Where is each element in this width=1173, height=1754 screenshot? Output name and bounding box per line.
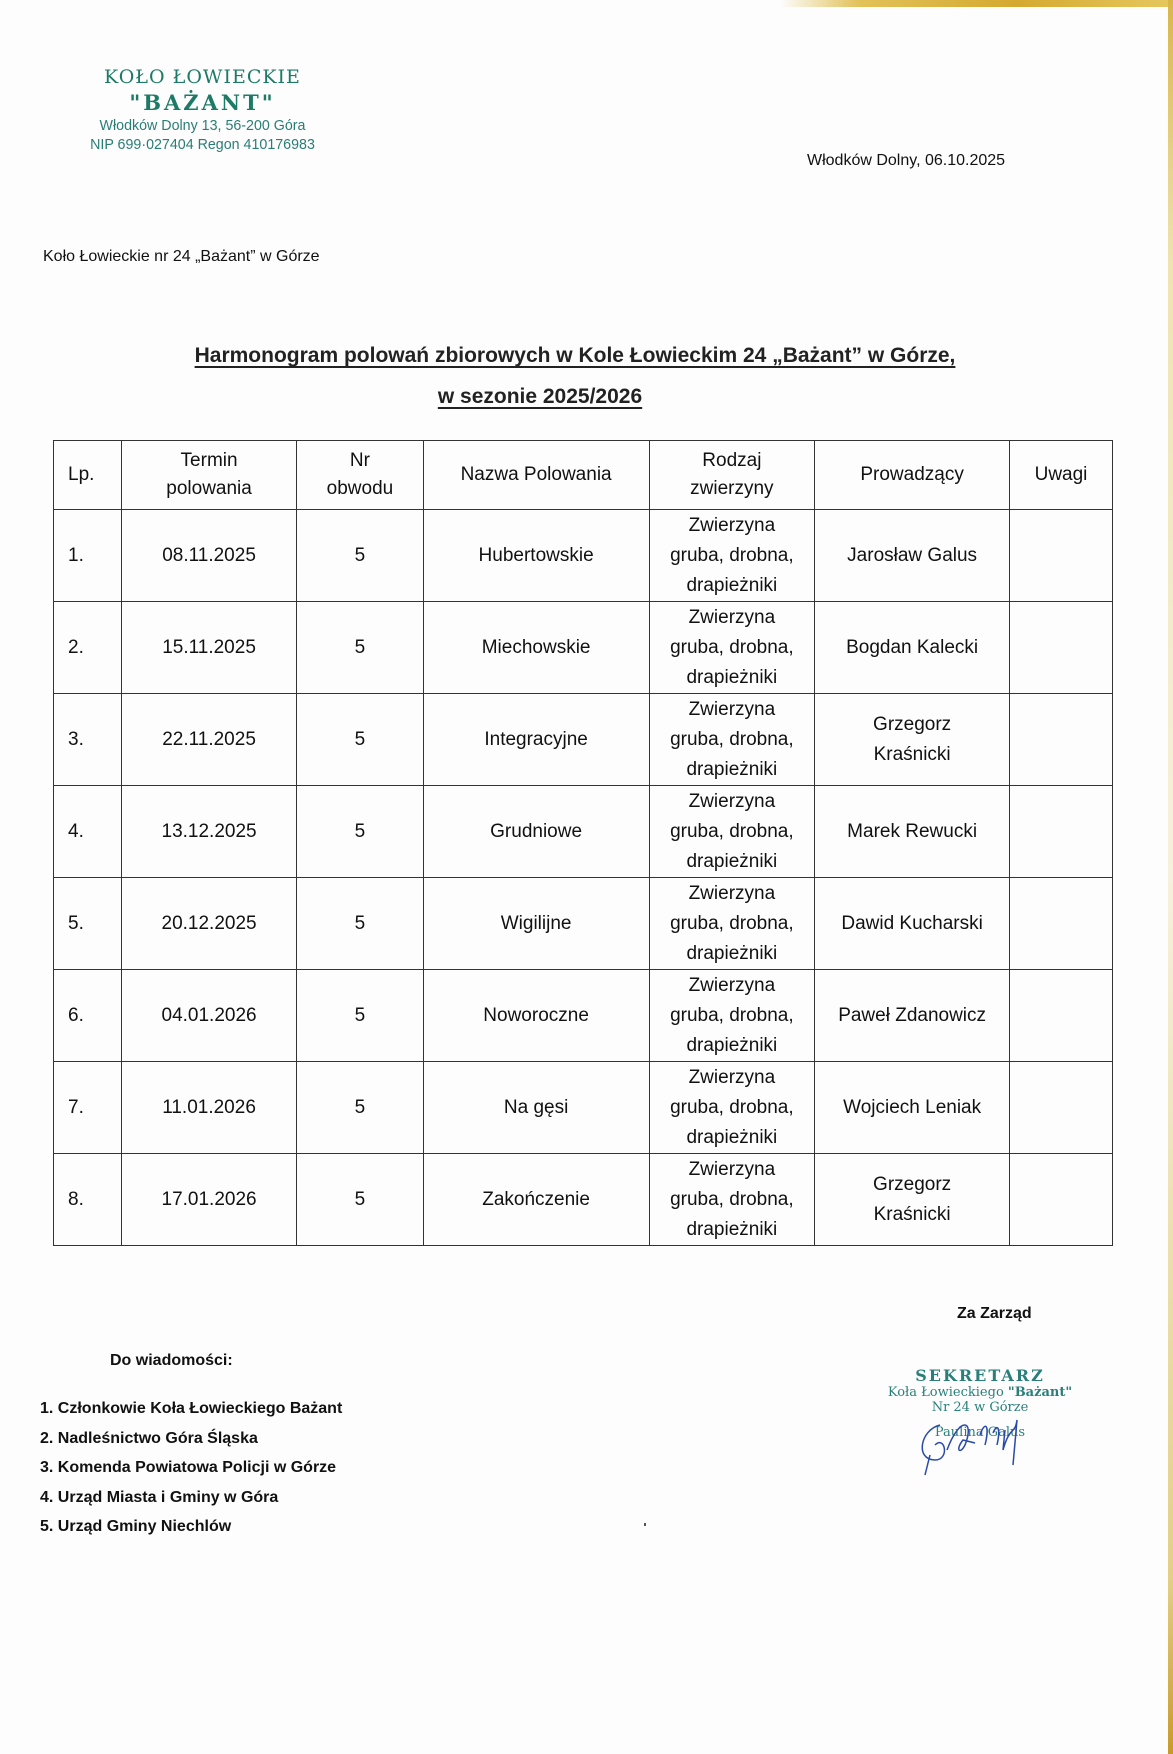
cell-lp: 5.: [54, 878, 122, 970]
cell-hunt-name: Integracyjne: [423, 694, 649, 786]
cell-game-type: [649, 694, 815, 786]
cell-date: 11.01.2026: [121, 1062, 296, 1154]
leader-line: Bogdan Kalecki: [846, 636, 979, 658]
header-term-line1: Termin: [180, 450, 238, 471]
cell-leader: [815, 602, 1010, 694]
cell-date: 20.12.2025: [121, 878, 296, 970]
handwritten-signature: [905, 1405, 1055, 1480]
distribution-heading: Do wiadomości:: [110, 1352, 233, 1369]
title-text-1: Harmonogram polowań zbiorowych w Kole Łowieckim 24 „Bażant” w Górze,: [194, 344, 956, 367]
secretary-club-number: Nr 24 w Górze: [931, 1400, 1029, 1415]
cell-lp: 4.: [54, 786, 122, 878]
distribution-item: 3. Komenda Powiatowa Policji w Górze: [40, 1459, 337, 1476]
cell-lp: 3.: [54, 694, 122, 786]
kind-line: drapieżniki: [686, 850, 778, 872]
cell-hunt-name: Wigilijne: [423, 878, 649, 970]
kind-line: gruba, drobna,: [670, 544, 794, 566]
stamp-club-name: "BAŻANT": [129, 90, 276, 115]
distribution-item: 5. Urząd Gminy Niechlów: [40, 1518, 232, 1535]
cell-notes: [1010, 1154, 1113, 1246]
header-game-type: [649, 441, 815, 510]
stamp-line-1: KOŁO ŁOWIECKIE: [104, 66, 301, 88]
kind-line: drapieżniki: [686, 666, 778, 688]
cell-game-type: [649, 878, 815, 970]
kind-line: drapieżniki: [686, 574, 778, 596]
cell-hunt-name: Noworoczne: [423, 970, 649, 1062]
cell-notes: [1010, 602, 1113, 694]
header-lp: Lp.: [54, 441, 122, 510]
cell-leader: [815, 1154, 1010, 1246]
cell-hunt-name: Zakończenie: [423, 1154, 649, 1246]
cell-game-type: [649, 970, 815, 1062]
cell-district-no: 5: [297, 694, 423, 786]
table-row: [54, 510, 1113, 602]
kind-line: gruba, drobna,: [670, 1004, 794, 1026]
cell-leader: [815, 970, 1010, 1062]
title-text-2: w sezonie 2025/2026: [437, 385, 643, 408]
cell-district-no: 5: [297, 786, 423, 878]
cell-notes: [1010, 510, 1113, 602]
header-leader: Prowadzący: [815, 441, 1010, 510]
cell-date: 08.11.2025: [121, 510, 296, 602]
secretary-club-prefix: Koła Łowieckiego: [887, 1385, 1008, 1400]
kind-line: drapieżniki: [686, 758, 778, 780]
header-kind-line2: zwierzyny: [690, 478, 774, 499]
distribution-list: [40, 1400, 342, 1548]
kind-line: Zwierzyna: [688, 1158, 776, 1180]
hunt-schedule-table: [53, 440, 1113, 1246]
kind-line: gruba, drobna,: [670, 636, 794, 658]
header-term-line2: polowania: [166, 478, 252, 499]
header-hunt-name: Nazwa Polowania: [423, 441, 649, 510]
cell-game-type: [649, 1154, 815, 1246]
header-kind-line1: Rodzaj: [702, 450, 762, 471]
leader-line: Dawid Kucharski: [841, 912, 983, 934]
cell-district-no: 5: [297, 1154, 423, 1246]
cell-notes: [1010, 786, 1113, 878]
distribution-item: 1. Członkowie Koła Łowieckiego Bażant: [40, 1400, 343, 1417]
kind-line: drapieżniki: [686, 1034, 778, 1056]
cell-leader: [815, 786, 1010, 878]
cell-date: 17.01.2026: [121, 1154, 296, 1246]
leader-line: Grzegorz: [873, 1173, 952, 1195]
scan-speck: [644, 1523, 646, 1526]
table-row: [54, 1154, 1113, 1246]
leader-line: Wojciech Leniak: [843, 1096, 982, 1118]
cell-hunt-name: Na gęsi: [423, 1062, 649, 1154]
cell-district-no: 5: [297, 878, 423, 970]
kind-line: gruba, drobna,: [670, 1096, 794, 1118]
cell-lp: 7.: [54, 1062, 122, 1154]
cell-notes: [1010, 970, 1113, 1062]
table-header-row: [54, 441, 1113, 510]
document-title-line-1: [30, 344, 1120, 368]
cell-leader: [815, 694, 1010, 786]
distribution-item: 4. Urząd Miasta i Gminy w Góra: [40, 1488, 279, 1506]
cell-hunt-name: Grudniowe: [423, 786, 649, 878]
kind-line: gruba, drobna,: [670, 728, 794, 750]
cell-leader: [815, 510, 1010, 602]
paper-edge-top: [780, 0, 1173, 7]
header-nr-line2: obwodu: [326, 478, 394, 499]
kind-line: Zwierzyna: [688, 514, 776, 536]
document-title-line-2: [0, 385, 1085, 409]
header-term: [121, 441, 296, 510]
cell-district-no: 5: [297, 510, 423, 602]
leader-line: Marek Rewucki: [847, 820, 978, 842]
cell-game-type: [649, 786, 815, 878]
cell-lp: 2.: [54, 602, 122, 694]
header-district-no: [297, 441, 423, 510]
cell-game-type: [649, 510, 815, 602]
table-row: [54, 970, 1113, 1062]
cell-notes: [1010, 694, 1113, 786]
cell-district-no: 5: [297, 602, 423, 694]
leader-line: Kraśnicki: [873, 743, 951, 765]
leader-line: Grzegorz: [873, 713, 952, 735]
cell-hunt-name: Miechowskie: [423, 602, 649, 694]
cell-game-type: [649, 602, 815, 694]
leader-line: Kraśnicki: [873, 1203, 951, 1225]
kind-line: drapieżniki: [686, 942, 778, 964]
table-row: [54, 786, 1113, 878]
stamp-address: Włodków Dolny 13, 56-200 Góra: [99, 117, 306, 134]
leader-line: Paweł Zdanowicz: [838, 1004, 987, 1026]
cell-notes: [1010, 1062, 1113, 1154]
header-notes: Uwagi: [1010, 441, 1113, 510]
cell-leader: [815, 878, 1010, 970]
kind-line: Zwierzyna: [688, 698, 776, 720]
cell-lp: 8.: [54, 1154, 122, 1246]
distribution-item: 2. Nadleśnictwo Góra Śląska: [40, 1429, 258, 1447]
cell-notes: [1010, 878, 1113, 970]
secretary-club-name: "Bażant": [1007, 1385, 1073, 1400]
kind-line: Zwierzyna: [688, 974, 776, 996]
club-header-stamp: [70, 66, 335, 153]
cell-leader: [815, 1062, 1010, 1154]
table-row: [54, 1062, 1113, 1154]
kind-line: Zwierzyna: [688, 606, 776, 628]
signoff-label: Za Zarząd: [957, 1305, 1032, 1322]
cell-district-no: 5: [297, 1062, 423, 1154]
kind-line: gruba, drobna,: [670, 912, 794, 934]
header-nr-line1: Nr: [349, 450, 370, 471]
cell-date: 13.12.2025: [121, 786, 296, 878]
secretary-title: SEKRETARZ: [915, 1366, 1045, 1385]
kind-line: Zwierzyna: [688, 1066, 776, 1088]
secretary-name: Paulina Galus: [934, 1425, 1026, 1440]
stamp-ids: NIP 699·027404 Regon 410176983: [90, 136, 315, 153]
cell-date: 22.11.2025: [121, 694, 296, 786]
kind-line: gruba, drobna,: [670, 1188, 794, 1210]
cell-lp: 6.: [54, 970, 122, 1062]
leader-line: Jarosław Galus: [847, 544, 978, 566]
kind-line: drapieżniki: [686, 1126, 778, 1148]
table-row: [54, 878, 1113, 970]
cell-game-type: [649, 1062, 815, 1154]
table-row: [54, 694, 1113, 786]
kind-line: drapieżniki: [686, 1218, 778, 1240]
cell-date: 04.01.2026: [121, 970, 296, 1062]
organization-name: Koło Łowieckie nr 24 „Bażant” w Górze: [43, 248, 320, 265]
paper-edge-right: [1168, 0, 1173, 1754]
secretary-club: [872, 1385, 1088, 1400]
cell-lp: 1.: [54, 510, 122, 602]
kind-line: Zwierzyna: [688, 882, 776, 904]
cell-district-no: 5: [297, 970, 423, 1062]
cell-date: 15.11.2025: [121, 602, 296, 694]
kind-line: Zwierzyna: [688, 790, 776, 812]
table-row: [54, 602, 1113, 694]
kind-line: gruba, drobna,: [670, 820, 794, 842]
place-and-date: Włodków Dolny, 06.10.2025: [807, 152, 1006, 169]
cell-hunt-name: Hubertowskie: [423, 510, 649, 602]
